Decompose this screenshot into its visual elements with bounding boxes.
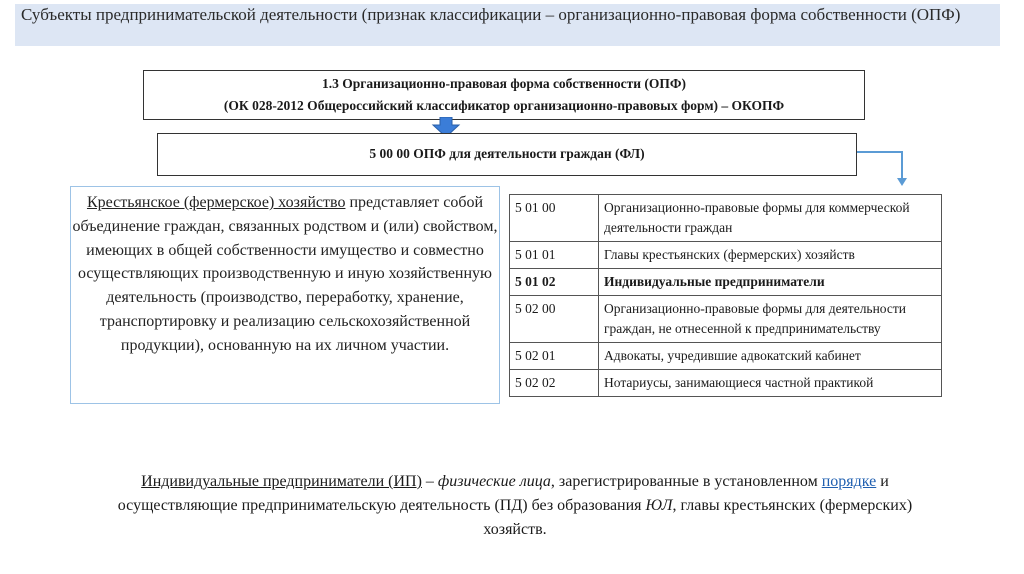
okopf-box-line1: 1.3 Организационно-правовая форма собственности (ОПФ): [321, 76, 687, 91]
opf-citizens-box: 5 00 00 ОПФ для деятельности граждан (ФЛ): [157, 133, 857, 176]
order-link[interactable]: порядке: [821, 473, 877, 490]
ip-phys-persons: физические лица: [437, 473, 551, 490]
table-row: [510, 343, 942, 370]
table-row: [510, 195, 942, 242]
ip-term: Индивидуальные предприниматели (ИП): [141, 473, 422, 490]
table-code: 5 02 01: [510, 343, 599, 370]
slide-title: Субъекты предпринимательской деятельности (признак классификации – организационно-правовая форма собственности (ОПФ): [15, 4, 1000, 46]
table-code: 5 01 02: [510, 269, 599, 296]
table-name: Индивидуальные предприниматели: [599, 269, 942, 296]
okopf-classifier-box: [143, 70, 865, 120]
table-code: 5 01 00: [510, 195, 599, 242]
table-row: [510, 296, 942, 343]
farm-definition-box: [70, 186, 500, 404]
table-name: Адвокаты, учредившие адвокатский кабинет: [599, 343, 942, 370]
table-code: 5 02 02: [510, 370, 599, 397]
ip-text-part2: и осуществляющие предпринимательскую деятельность (ПД) без образования: [117, 473, 889, 514]
farm-term: Крестьянское (фермерское) хозяйство: [86, 194, 346, 211]
table-code: 5 02 00: [510, 296, 599, 343]
ip-text-part1: , зарегистрированные в установленном: [550, 473, 822, 490]
table-name: Организационно-правовые формы для коммерческой деятельности граждан: [599, 195, 942, 242]
ip-definition: [85, 470, 945, 542]
okopf-codes-table: [509, 194, 942, 397]
table-code: 5 01 01: [510, 242, 599, 269]
farm-definition: представляет собой объединение граждан, связанных родством и (или) свойством, имеющих в общей собственности имущество и совместно осуществляющих производственную и иную хозяйственную деятельность (производство, переработку, хранение, транспортировку и реализацию сельскохозяйственной продукции), основанную на их личном участии.: [72, 194, 498, 354]
elbow-arrow-icon: [855, 148, 915, 188]
table-name: Главы крестьянских (фермерских) хозяйств: [599, 242, 942, 269]
table-name: Организационно-правовые формы для деятельности граждан, не отнесенной к предпринимательству: [599, 296, 942, 343]
okopf-box-line2: (ОК 028-2012 Общероссийский классификатор организационно-правовых форм) – ОКОПФ: [223, 98, 785, 113]
table-row: [510, 370, 942, 397]
table-row: [510, 242, 942, 269]
ip-text-part3: , главы крестьянских (фермерских) хозяйств.: [483, 497, 913, 538]
table-row-highlighted: [510, 269, 942, 296]
table-name: Нотариусы, занимающиеся частной практикой: [599, 370, 942, 397]
ip-dash: –: [421, 473, 438, 490]
ip-yul: ЮЛ: [645, 497, 673, 514]
